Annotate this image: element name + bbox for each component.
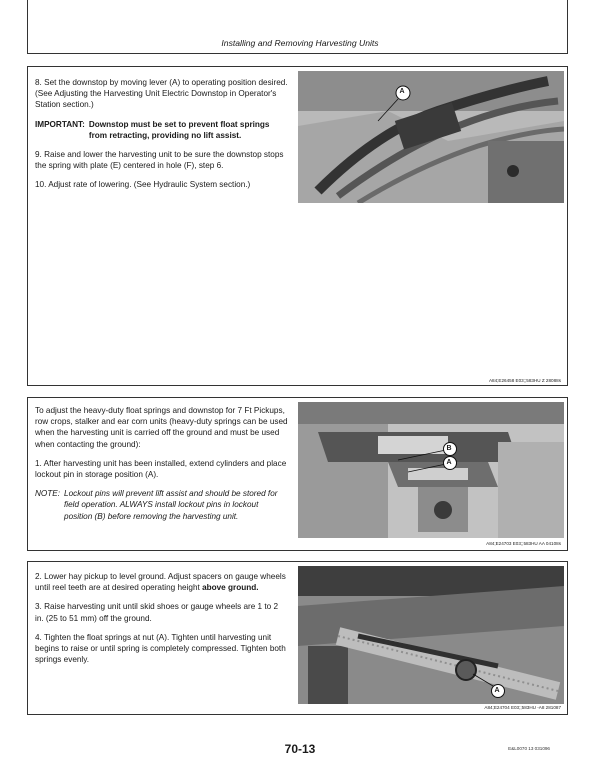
- intro-paragraph: To adjust the heavy-duty float springs and downstop for 7 Ft Pickups, row crops, stalker and ear corn units (heavy-duty springs can be used when the harvesting unit is carried off the ground and must be used when contacting the ground):: [35, 406, 288, 449]
- page-ref-code: E&L0070 13 031096: [508, 746, 550, 751]
- step-1: 1. After harvesting unit has been installed, extend cylinders and place lockout pin in storage position (A).: [35, 458, 287, 480]
- important-notice: [35, 119, 288, 141]
- photo-float-spring: [298, 566, 564, 704]
- photo-downstop-lever: [298, 71, 564, 203]
- section-3-text: [35, 571, 288, 673]
- step-2-bold: above ground.: [202, 583, 259, 593]
- important-label: IMPORTANT:: [35, 119, 85, 129]
- page-number: 70-13: [284, 742, 316, 756]
- section-box-3: [27, 561, 568, 715]
- image-ref-3: A84;E24704 E03;;583HU -A8 281087: [484, 705, 561, 710]
- step-2-text: 2. Lower hay pickup to level ground. Adjust spacers on gauge wheels until reel teeth are at desired operating height: [35, 572, 286, 593]
- step-2: [35, 571, 288, 593]
- step-8: 8. Set the downstop by moving lever (A) to operating position desired. (See Adjusting the Harvesting Unit Electric Downstop in Operator's Station section.): [35, 78, 288, 110]
- section-1-text: [35, 77, 288, 199]
- note-block: [35, 488, 288, 522]
- photo-lockout-pin: [298, 402, 564, 538]
- important-text: Downstop must be set to prevent float springs from retracting, providing no lift assist.: [88, 119, 270, 140]
- note-label: NOTE:: [35, 489, 61, 499]
- image-ref-2: A84;E24703 E03;;583HU AA 04108s: [486, 541, 561, 546]
- callout-a-label: A: [494, 686, 500, 694]
- callout-a-label: A: [446, 458, 452, 466]
- page-header-title: Installing and Removing Harvesting Units: [221, 38, 379, 48]
- step-3: 3. Raise harvesting unit until skid shoes or gauge wheels are 1 to 2 in. (25 to 51 mm) off the ground.: [35, 602, 279, 623]
- note-text: Lockout pins will prevent lift assist and should be stored for field operation. ALWAYS install lockout pins in lockout position (B) before removing the harvesting unit.: [64, 489, 278, 521]
- callout-a-label: A: [399, 88, 405, 95]
- image-ref-1: A84;E26458 E03;;583HU Z 28088s: [488, 378, 561, 383]
- section-box-1: [27, 66, 568, 386]
- section-box-2: [27, 397, 568, 551]
- step-9: 9. Raise and lower the harvesting unit to be sure the downstop stops the spring with plate (E) centered in hole (F), step 6.: [35, 150, 284, 171]
- step-4: 4. Tighten the float springs at nut (A). Tighten until harvesting unit begins to raise or until spring is completely compressed. Tighten both springs evenly.: [35, 632, 286, 665]
- callout-b-label: B: [446, 444, 452, 452]
- section-2-text: [35, 405, 288, 522]
- step-10: 10. Adjust rate of lowering. (See Hydraulic System section.): [35, 180, 251, 190]
